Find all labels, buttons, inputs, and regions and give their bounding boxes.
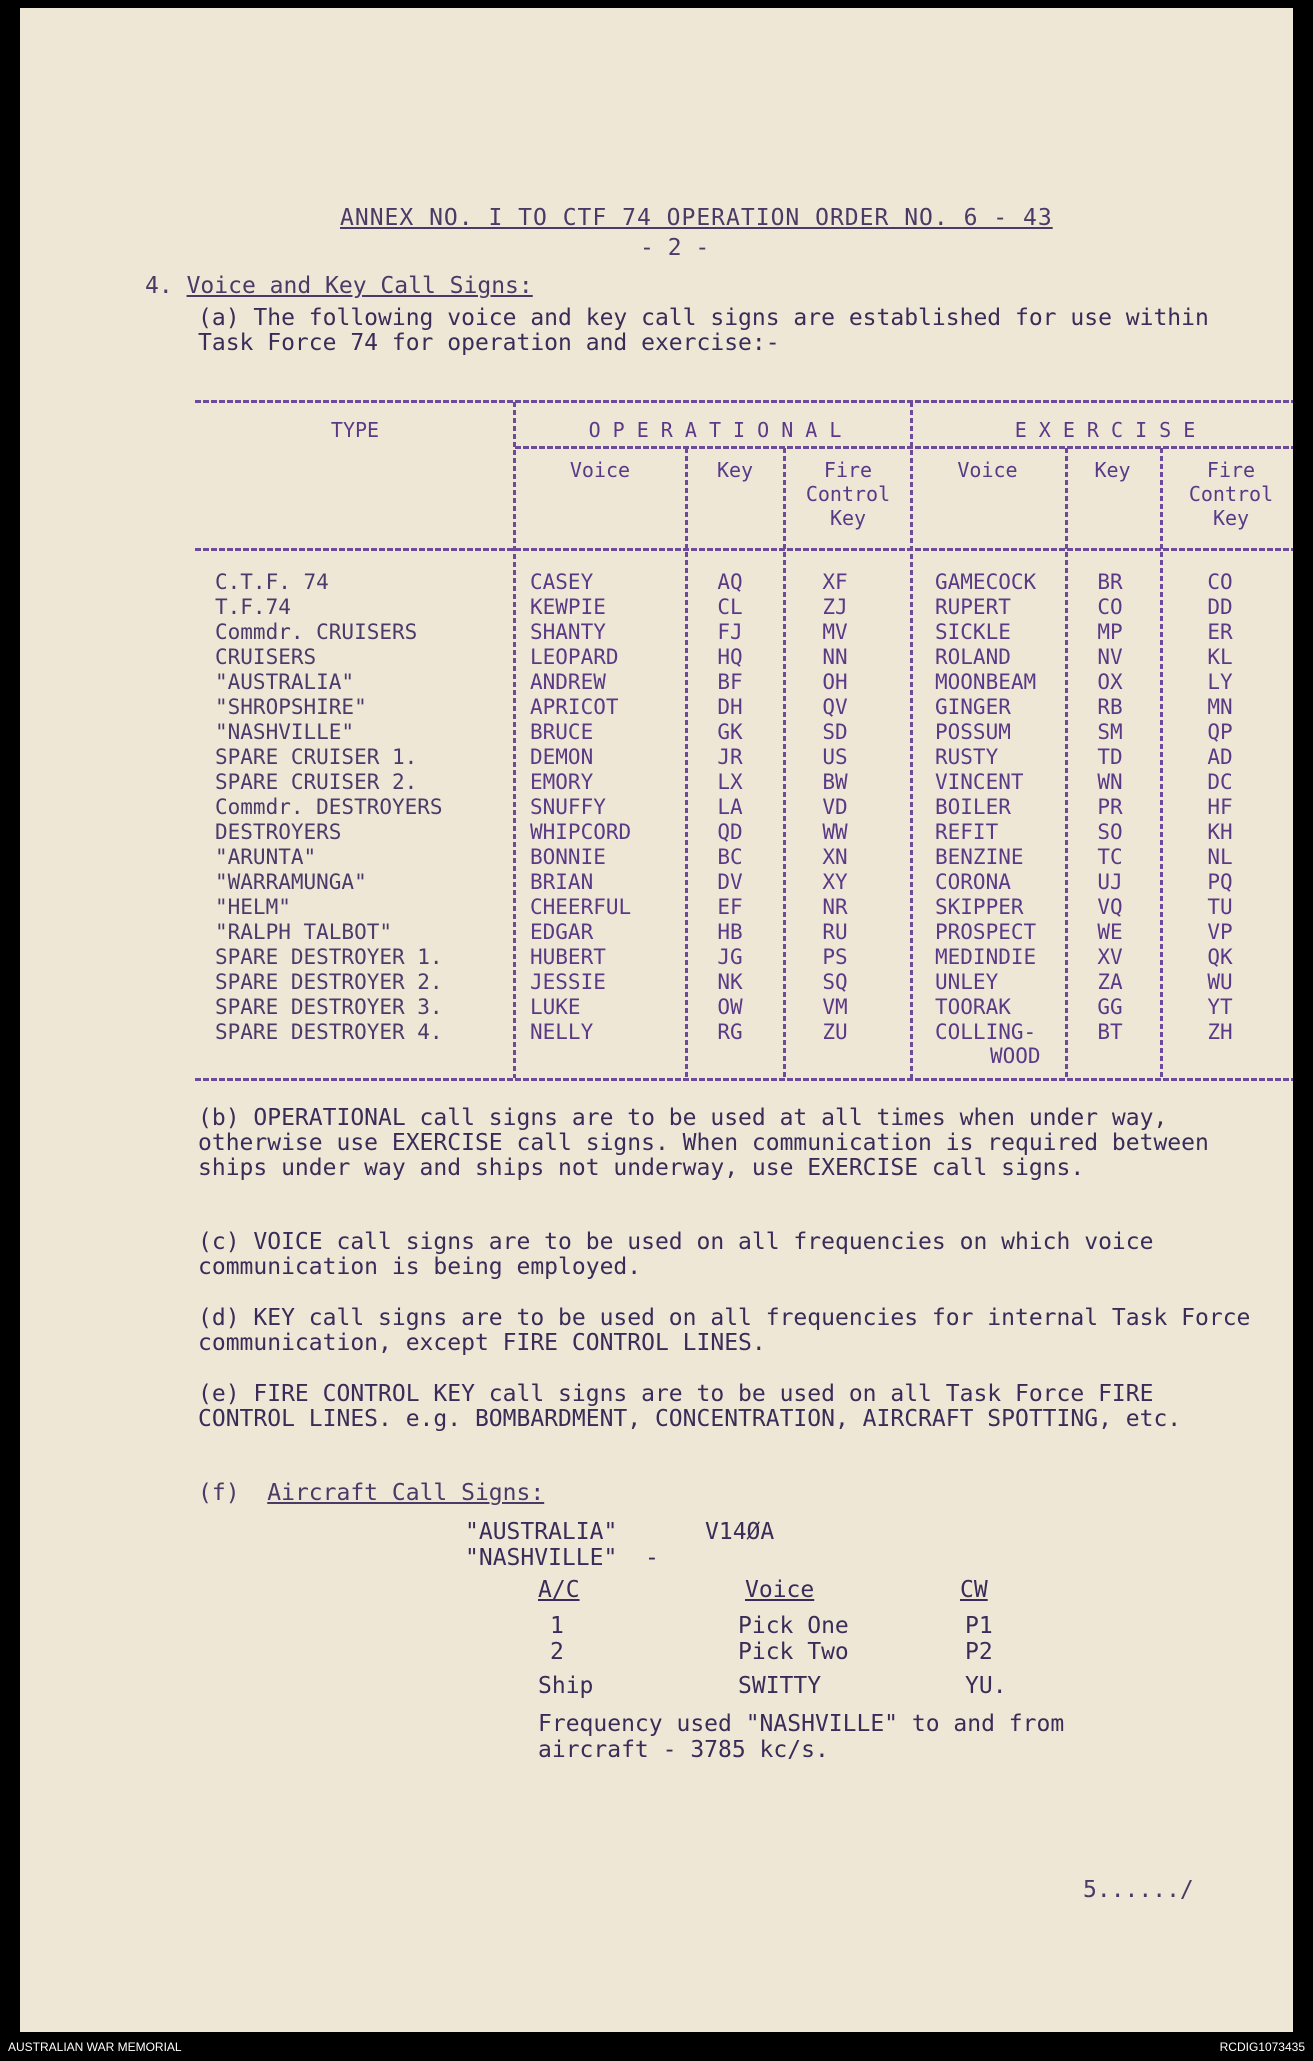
- table-row: [195, 970, 1293, 995]
- cell-op-fire: VM: [822, 995, 848, 1019]
- section-title: Voice and Key Call Signs:: [186, 273, 533, 299]
- table-row: [195, 570, 1293, 595]
- cell-ex-voice: RUSTY: [935, 745, 999, 769]
- cell-ex-key: XV: [1097, 945, 1123, 969]
- cell-ex-key: SO: [1097, 820, 1123, 844]
- header-ex-key: Key: [1094, 458, 1131, 482]
- table-row: [195, 770, 1293, 795]
- cell-ex-voice: CORONA: [935, 870, 1011, 894]
- cell-ex-voice: SKIPPER: [935, 895, 1024, 919]
- aircraft-row-cw: P1: [965, 1613, 993, 1639]
- table-row: [195, 895, 1293, 920]
- cell-op-voice: LUKE: [530, 995, 581, 1019]
- cell-op-key: QD: [717, 820, 743, 844]
- call-sign-table: [195, 390, 1293, 1086]
- cell-type: SPARE DESTROYER 3.: [215, 995, 443, 1019]
- cell-ex-key: MP: [1097, 620, 1123, 644]
- paragraph-d: (d) KEY call signs are to be used on all frequencies for internal Task Force communication, except FIRE CONTROL LINES.: [198, 1305, 1251, 1356]
- aircraft-row-cw: P2: [965, 1639, 993, 1665]
- cell-ex-key: BR: [1097, 570, 1123, 594]
- cell-op-voice: BONNIE: [530, 845, 606, 869]
- cell-ex-key: BT: [1097, 1020, 1123, 1044]
- cell-op-key: AQ: [717, 570, 743, 594]
- header-exercise: E X E R C I S E: [1014, 418, 1196, 442]
- table-row: [195, 870, 1293, 895]
- cell-ex-fire: CO: [1207, 570, 1233, 594]
- cell-op-fire: QV: [822, 695, 848, 719]
- cell-type: "AUSTRALIA": [215, 670, 355, 694]
- cell-type: CRUISERS: [215, 645, 317, 669]
- cell-type: SPARE DESTROYER 1.: [215, 945, 443, 969]
- aircraft-heading-prefix: (f): [198, 1480, 240, 1506]
- cell-op-fire: MV: [822, 620, 848, 644]
- cell-op-key: HQ: [717, 645, 743, 669]
- cell-ex-voice: POSSUM: [935, 720, 1011, 744]
- cell-type: "NASHVILLE": [215, 720, 355, 744]
- cell-op-key: LX: [717, 770, 743, 794]
- aircraft-heading-title: Aircraft Call Signs:: [267, 1480, 545, 1506]
- cell-ex-fire: KL: [1207, 645, 1233, 669]
- caption-bar: [0, 2032, 1313, 2061]
- cell-type: "WARRAMUNGA": [215, 870, 367, 894]
- cell-ex-fire: YT: [1207, 995, 1233, 1019]
- cell-op-voice: DEMON: [530, 745, 594, 769]
- table-rule-group: [515, 446, 1293, 449]
- cell-op-fire: NN: [822, 645, 848, 669]
- paragraph-b: (b) OPERATIONAL call signs are to be used at all times when under way, otherwise use EXERCISE call signs. When communication is required between ships under way and ships not underway, use EXERCISE call signs.: [198, 1105, 1209, 1181]
- cell-ex-key: ZA: [1097, 970, 1123, 994]
- aircraft-row-ac: 2: [550, 1639, 564, 1665]
- cell-ex-voice: ROLAND: [935, 645, 1011, 669]
- cell-op-key: JG: [717, 945, 743, 969]
- cell-ex-voice: VINCENT: [935, 770, 1024, 794]
- table-rule-top: [195, 400, 1293, 403]
- cell-ex-voice: TOORAK: [935, 995, 1011, 1019]
- cell-type: T.F.74: [215, 595, 291, 619]
- cell-op-fire: BW: [822, 770, 848, 794]
- cell-op-key: BF: [717, 670, 743, 694]
- table-row: [195, 920, 1293, 945]
- cell-op-fire: NR: [822, 895, 848, 919]
- cell-ex-voice: REFIT: [935, 820, 999, 844]
- cell-op-voice: JESSIE: [530, 970, 606, 994]
- table-row: [195, 845, 1293, 870]
- table-row: [195, 995, 1293, 1020]
- aircraft-row-voice: Pick One: [738, 1613, 849, 1639]
- cell-ex-key: GG: [1097, 995, 1123, 1019]
- cell-ex-fire: TU: [1207, 895, 1233, 919]
- cell-op-fire: US: [822, 745, 848, 769]
- cell-op-key: FJ: [717, 620, 743, 644]
- section-intro: (a) The following voice and key call signs are established for use within Task Force 74 for operation and exercise:-: [198, 305, 1209, 356]
- cell-op-key: NK: [717, 970, 743, 994]
- cell-ex-fire: QK: [1207, 945, 1233, 969]
- cell-ex-fire: NL: [1207, 845, 1233, 869]
- cell-op-fire: XF: [822, 570, 848, 594]
- aircraft-col-ac: A/C: [538, 1577, 580, 1603]
- table-row: [195, 645, 1293, 670]
- cell-ex-fire: DD: [1207, 595, 1233, 619]
- cell-ex-key: WE: [1097, 920, 1123, 944]
- aircraft-heading: [198, 1481, 544, 1506]
- cell-op-voice: KEWPIE: [530, 595, 606, 619]
- cell-op-fire: XN: [822, 845, 848, 869]
- aircraft-row-ac: Ship: [538, 1673, 594, 1699]
- cell-op-voice: SNUFFY: [530, 795, 606, 819]
- cell-ex-voice: RUPERT: [935, 595, 1011, 619]
- cell-op-voice: SHANTY: [530, 620, 606, 644]
- cell-type: C.T.F. 74: [215, 570, 329, 594]
- cell-ex-voice-continuation: WOOD: [990, 1044, 1041, 1068]
- cell-op-fire: ZU: [822, 1020, 848, 1044]
- cell-op-voice: BRIAN: [530, 870, 594, 894]
- aircraft-frequency-line1: Frequency used "NASHVILLE" to and from: [538, 1711, 1065, 1737]
- cell-op-key: EF: [717, 895, 743, 919]
- aircraft-row-voice: SWITTY: [738, 1673, 822, 1699]
- cell-type: Commdr. DESTROYERS: [215, 795, 443, 819]
- header-ex-voice: Voice: [957, 458, 1018, 482]
- table-row: [195, 720, 1293, 745]
- cell-ex-voice: SICKLE: [935, 620, 1011, 644]
- cell-ex-key: SM: [1097, 720, 1123, 744]
- cell-ex-fire: ER: [1207, 620, 1233, 644]
- cell-op-fire: XY: [822, 870, 848, 894]
- aircraft-col-cw: CW: [960, 1577, 988, 1603]
- cell-type: "ARUNTA": [215, 845, 317, 869]
- cell-ex-fire: AD: [1207, 745, 1233, 769]
- document-page: [20, 8, 1293, 2032]
- cell-op-fire: OH: [822, 670, 848, 694]
- cell-op-fire: RU: [822, 920, 848, 944]
- cell-type: "RALPH TALBOT": [215, 920, 393, 944]
- table-row: [195, 670, 1293, 695]
- cell-op-key: RG: [717, 1020, 743, 1044]
- header-operational: O P E R A T I O N A L: [588, 418, 842, 442]
- cell-op-voice: EDGAR: [530, 920, 594, 944]
- cell-ex-fire: WU: [1207, 970, 1233, 994]
- cell-ex-fire: ZH: [1207, 1020, 1233, 1044]
- cell-ex-key: NV: [1097, 645, 1123, 669]
- table-rule-bottom: [195, 1078, 1293, 1081]
- cell-type: "HELM": [215, 895, 291, 919]
- cell-ex-fire: KH: [1207, 820, 1233, 844]
- cell-op-key: BC: [717, 845, 743, 869]
- cell-ex-key: WN: [1097, 770, 1123, 794]
- table-row: [195, 820, 1293, 845]
- cell-op-fire: SQ: [822, 970, 848, 994]
- cell-op-key: OW: [717, 995, 743, 1019]
- cell-ex-fire: PQ: [1207, 870, 1233, 894]
- header-type: TYPE: [330, 418, 380, 442]
- cell-op-voice: HUBERT: [530, 945, 606, 969]
- cell-type: SPARE DESTROYER 2.: [215, 970, 443, 994]
- aircraft-australia: "AUSTRALIA": [465, 1519, 618, 1545]
- cell-type: SPARE CRUISER 2.: [215, 770, 418, 794]
- cell-op-fire: VD: [822, 795, 848, 819]
- cell-op-voice: BRUCE: [530, 720, 594, 744]
- cell-ex-voice: BENZINE: [935, 845, 1024, 869]
- cell-ex-key: RB: [1097, 695, 1123, 719]
- cell-ex-key: OX: [1097, 670, 1123, 694]
- cell-op-key: CL: [717, 595, 743, 619]
- cell-ex-key: PR: [1097, 795, 1123, 819]
- cell-type: "SHROPSHIRE": [215, 695, 367, 719]
- cell-ex-voice: COLLING-: [935, 1020, 1037, 1044]
- cell-op-fire: WW: [822, 820, 848, 844]
- cell-op-voice: LEOPARD: [530, 645, 619, 669]
- paragraph-c: (c) VOICE call signs are to be used on all frequencies on which voice communication is being employed.: [198, 1229, 1154, 1280]
- cell-type: Commdr. CRUISERS: [215, 620, 418, 644]
- cell-type: SPARE DESTROYER 4.: [215, 1020, 443, 1044]
- cell-ex-voice: GINGER: [935, 695, 1011, 719]
- section-heading: [145, 274, 533, 299]
- table-row: [195, 745, 1293, 770]
- cell-op-fire: SD: [822, 720, 848, 744]
- cell-ex-key: TD: [1097, 745, 1123, 769]
- aircraft-australia-sign: V14ØA: [705, 1519, 775, 1545]
- header-ex-fire: Fire Control Key: [1188, 458, 1274, 530]
- table-row: [195, 795, 1293, 820]
- cell-ex-fire: DC: [1207, 770, 1233, 794]
- cell-op-key: LA: [717, 795, 743, 819]
- cell-op-fire: PS: [822, 945, 848, 969]
- cell-op-voice: WHIPCORD: [530, 820, 632, 844]
- cell-op-voice: CHEERFUL: [530, 895, 632, 919]
- cell-type: DESTROYERS: [215, 820, 342, 844]
- caption-left: AUSTRALIAN WAR MEMORIAL: [8, 2040, 182, 2054]
- page-continuation: 5....../: [1083, 1877, 1194, 1903]
- cell-ex-key: UJ: [1097, 870, 1123, 894]
- table-rule-header: [195, 548, 1293, 551]
- aircraft-row-cw: YU.: [965, 1673, 1007, 1699]
- table-row: [195, 595, 1293, 620]
- cell-ex-fire: LY: [1207, 670, 1233, 694]
- cell-ex-voice: MOONBEAM: [935, 670, 1037, 694]
- cell-op-voice: ANDREW: [530, 670, 606, 694]
- cell-ex-fire: HF: [1207, 795, 1233, 819]
- table-row: [195, 695, 1293, 720]
- cell-op-key: JR: [717, 745, 743, 769]
- aircraft-frequency-line2: aircraft - 3785 kc/s.: [538, 1737, 829, 1763]
- cell-type: SPARE CRUISER 1.: [215, 745, 418, 769]
- cell-ex-key: VQ: [1097, 895, 1123, 919]
- section-number: 4.: [145, 273, 173, 299]
- aircraft-col-voice: Voice: [745, 1577, 815, 1603]
- cell-op-fire: ZJ: [822, 595, 848, 619]
- cell-ex-fire: VP: [1207, 920, 1233, 944]
- header-op-voice: Voice: [569, 458, 631, 482]
- table-row: [195, 620, 1293, 645]
- cell-op-key: DV: [717, 870, 743, 894]
- annex-title: ANNEX NO. I TO CTF 74 OPERATION ORDER NO. 6 - 43: [340, 205, 1053, 231]
- cell-ex-fire: MN: [1207, 695, 1233, 719]
- caption-right: RCDIG1073435: [1219, 2040, 1305, 2054]
- cell-ex-key: TC: [1097, 845, 1123, 869]
- page-number: - 2 -: [640, 235, 710, 261]
- cell-op-voice: EMORY: [530, 770, 594, 794]
- table-row-continuation: [195, 1044, 1293, 1069]
- aircraft-row-voice: Pick Two: [738, 1639, 849, 1665]
- cell-ex-key: CO: [1097, 595, 1123, 619]
- cell-op-key: DH: [717, 695, 743, 719]
- document-body: [20, 8, 1293, 2032]
- cell-ex-voice: GAMECOCK: [935, 570, 1037, 594]
- header-op-fire: Fire Control Key: [805, 458, 891, 530]
- table-row: [195, 945, 1293, 970]
- cell-ex-voice: MEDINDIE: [935, 945, 1037, 969]
- header-op-key: Key: [716, 458, 754, 482]
- aircraft-nashville: "NASHVILLE" -: [465, 1545, 659, 1571]
- cell-op-key: GK: [717, 720, 743, 744]
- table-row: [195, 1020, 1293, 1045]
- cell-op-voice: CASEY: [530, 570, 594, 594]
- aircraft-row-ac: 1: [550, 1613, 564, 1639]
- cell-ex-fire: QP: [1207, 720, 1233, 744]
- paragraph-e: (e) FIRE CONTROL KEY call signs are to be used on all Task Force FIRE CONTROL LINES. e.g. BOMBARDMENT, CONCENTRATION, AIRCRAFT SPOTTING, etc.: [198, 1381, 1182, 1432]
- cell-ex-voice: BOILER: [935, 795, 1011, 819]
- cell-ex-voice: PROSPECT: [935, 920, 1037, 944]
- cell-ex-voice: UNLEY: [935, 970, 999, 994]
- cell-op-voice: NELLY: [530, 1020, 594, 1044]
- cell-op-voice: APRICOT: [530, 695, 619, 719]
- cell-op-key: HB: [717, 920, 743, 944]
